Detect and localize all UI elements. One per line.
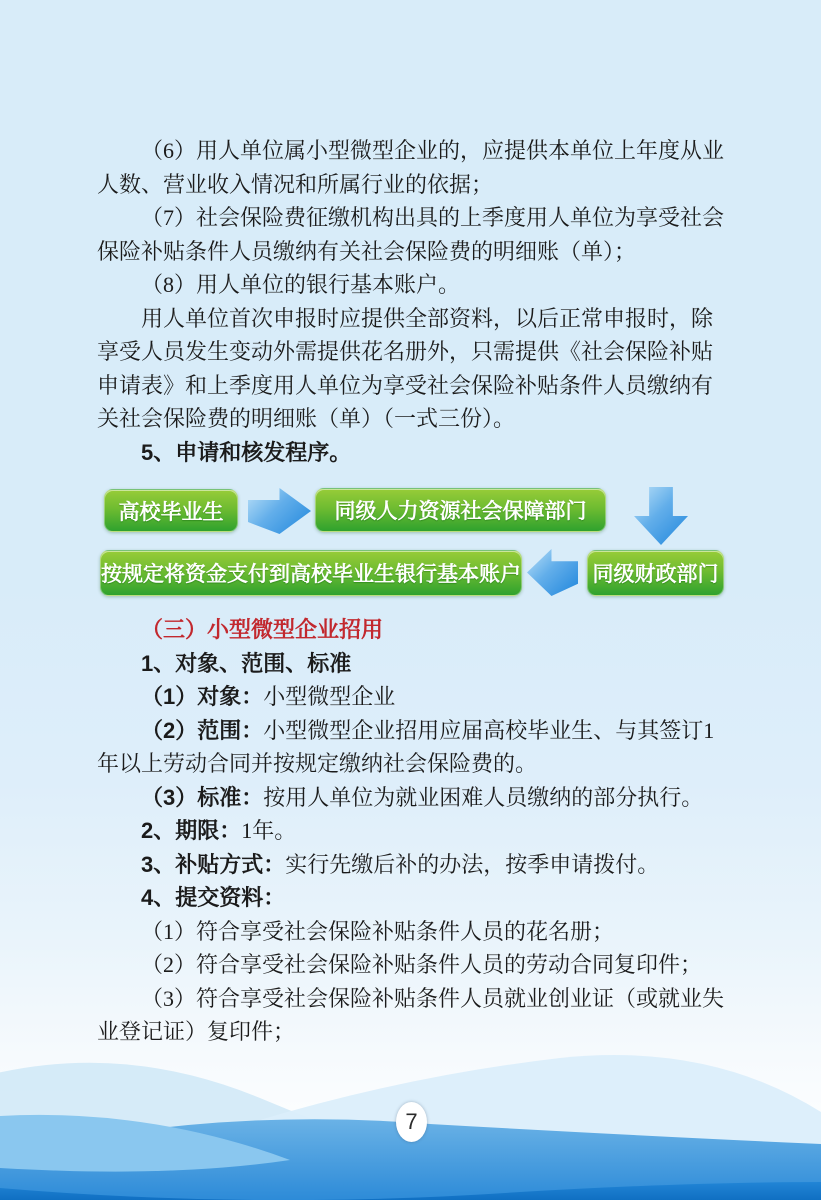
paragraph-text: 按用人单位为就业困难人员缴纳的部分执行。 [263, 784, 704, 810]
paragraph [97, 268, 727, 302]
paragraph-text: （3）符合享受社会保险补贴条件人员就业创业证（或就业失业登记证）复印件； [97, 985, 725, 1044]
paragraph-lead: 4、提交资料： [141, 885, 286, 910]
paragraph-text: 实行先缴后补的办法，按季申请拨付。 [285, 851, 660, 877]
section-three-block [97, 613, 727, 1049]
flow-node-label: 按规定将资金支付到高校毕业生银行基本账户 [101, 563, 521, 586]
paragraph-text: 用人单位首次申报时应提供全部资料，以后正常申报时，除享受人员发生变动外需提供花名册外，只需提供《社会保险补贴申请表》和上季度用人单位为享受社会保险补贴条件人员缴纳有关社会保险费的明细账（单）（一式三份）。 [97, 305, 714, 431]
paragraph-lead: 1、对象、范围、标准 [141, 650, 352, 676]
paragraph-text: 1年。 [241, 818, 297, 843]
list-item [97, 881, 727, 915]
numbered-heading [97, 647, 727, 681]
paragraph-lead: （1）对象： [141, 684, 264, 709]
flow-node-payment [100, 550, 522, 596]
paragraph-text: （2）符合享受社会保险补贴条件人员的劳动合同复印件； [141, 952, 703, 977]
paragraph-lead: （2）范围： [141, 717, 264, 743]
flow-node-finance-department [587, 550, 724, 596]
paragraph-text: （7）社会保险费征缴机构出具的上季度用人单位为享受社会保险补贴条件人员缴纳有关社会保险费的明细账（单）； [97, 205, 725, 264]
paragraph [97, 134, 727, 201]
paragraph [97, 201, 727, 268]
flow-node-graduate [104, 489, 238, 532]
paragraph-text: （6）用人单位属小型微型企业的，应提供本单位上年度从业人数、营业收入情况和所属行业的依据； [97, 138, 725, 197]
arrow-right-icon [248, 488, 311, 534]
page-number: 7 [405, 1109, 418, 1134]
paragraph-lead: 3、补贴方式： [141, 851, 286, 877]
paragraph-lead: 5、申请和核发程序。 [141, 439, 352, 465]
top-text-block [97, 134, 727, 469]
flow-node-label: 高校毕业生 [118, 500, 224, 524]
list-item [97, 781, 727, 815]
paragraph-text: （1）符合享受社会保险补贴条件人员的花名册； [141, 918, 615, 944]
list-item [97, 814, 727, 848]
paragraph-lead: 2、期限： [141, 818, 242, 843]
paragraph-text: （8）用人单位的银行基本账户。 [141, 272, 461, 297]
page-number-badge [396, 1102, 427, 1142]
flow-node-label: 同级人力资源社会保障部门 [334, 500, 587, 523]
arrow-down-icon [634, 487, 688, 545]
paragraph [97, 302, 727, 436]
list-item [97, 948, 727, 982]
list-item [97, 915, 727, 949]
numbered-heading [97, 436, 727, 470]
flow-node-hr-department [315, 488, 606, 532]
list-item [97, 714, 727, 781]
flow-node-label: 同级财政部门 [592, 563, 719, 586]
paragraph-text: 小型微型企业招用应届高校毕业生、与其签订1年以上劳动合同并按规定缴纳社会保险费的。 [97, 717, 715, 776]
list-item [97, 848, 727, 882]
section-heading: （三）小型微型企业招用 [141, 617, 384, 642]
list-item [97, 680, 727, 714]
paragraph-text: 小型微型企业 [263, 684, 396, 709]
paragraph-lead: （3）标准： [141, 784, 264, 810]
arrow-left-icon [527, 549, 578, 596]
